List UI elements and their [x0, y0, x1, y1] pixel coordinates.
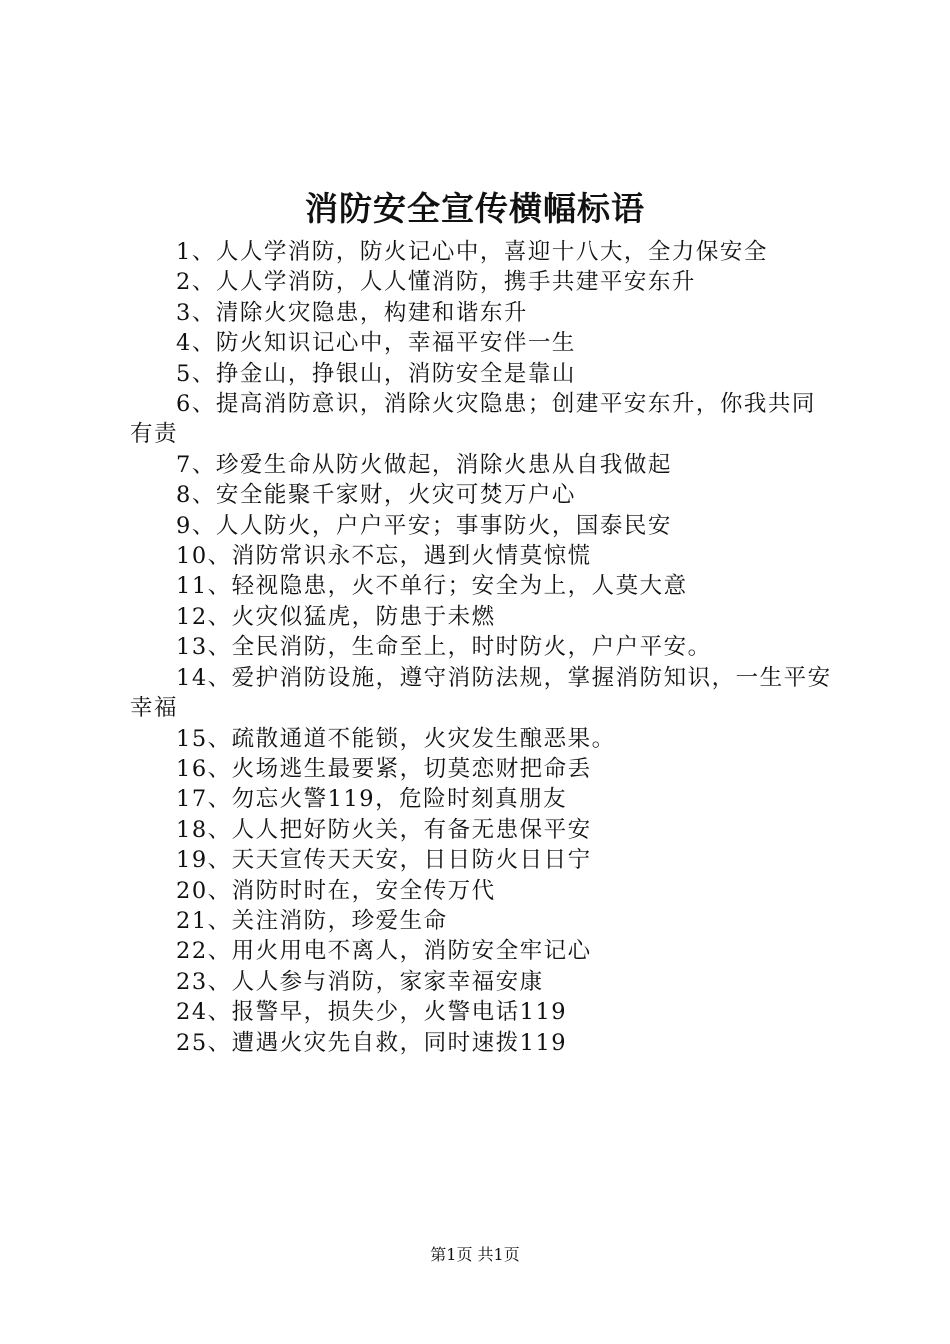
- list-item: 20、消防时时在，安全传万代: [176, 877, 496, 904]
- list-item: 18、人人把好防火关，有备无患保平安: [176, 816, 592, 843]
- list-item: 21、关注消防，珍爱生命: [176, 907, 448, 934]
- list-item: 4、防火知识记心中，幸福平安伴一生: [176, 330, 576, 357]
- list-item: 25、遭遇火灾先自救，同时速拨119: [176, 1029, 568, 1056]
- list-item: 15、疏散通道不能锁，火灾发生酿恶果。: [176, 725, 616, 752]
- list-item: 23、人人参与消防，家家幸福安康: [176, 968, 544, 995]
- list-item: 24、报警早，损失少，火警电话119: [176, 999, 568, 1026]
- list-item: 16、火场逃生最要紧，切莫恋财把命丢: [176, 755, 592, 782]
- slogan-list: [130, 237, 835, 1058]
- list-item: 22、用火用电不离人，消防安全牢记心: [176, 938, 592, 965]
- list-item: 12、火灾似猛虎，防患于未燃: [176, 603, 496, 630]
- list-item: 6、提高消防意识，消除火灾隐患；创建平安东升，你我共同有责: [130, 391, 816, 448]
- list-item: 19、天天宣传天天安，日日防火日日宁: [176, 847, 592, 874]
- list-item: 7、珍爱生命从防火做起，消除火患从自我做起: [176, 451, 672, 478]
- list-item: 2、人人学消防，人人懂消防，携手共建平安东升: [176, 269, 696, 296]
- list-item: 14、爱护消防设施，遵守消防法规，掌握消防知识，一生平安幸福: [130, 664, 832, 722]
- list-item: 11、轻视隐患，火不单行；安全为上，人莫大意: [176, 573, 688, 600]
- list-item: 8、安全能聚千家财，火灾可焚万户心: [176, 482, 576, 509]
- page-title: 消防安全宣传横幅标语: [305, 189, 645, 228]
- list-item: 13、全民消防，生命至上，时时防火，户户平安。: [176, 634, 712, 661]
- list-item: 5、挣金山，挣银山，消防安全是靠山: [176, 360, 576, 387]
- list-item: 9、人人防火，户户平安；事事防火，国泰民安: [176, 512, 672, 539]
- list-item: 3、清除火灾隐患，构建和谐东升: [176, 299, 528, 326]
- list-item: 10、消防常识永不忘，遇到火情莫惊慌: [176, 543, 592, 570]
- page-footer: 第1页 共1页: [430, 1245, 520, 1264]
- list-item: 1、人人学消防，防火记心中，喜迎十八大，全力保安全: [176, 239, 768, 265]
- list-item: 17、勿忘火警119，危险时刻真朋友: [176, 786, 568, 813]
